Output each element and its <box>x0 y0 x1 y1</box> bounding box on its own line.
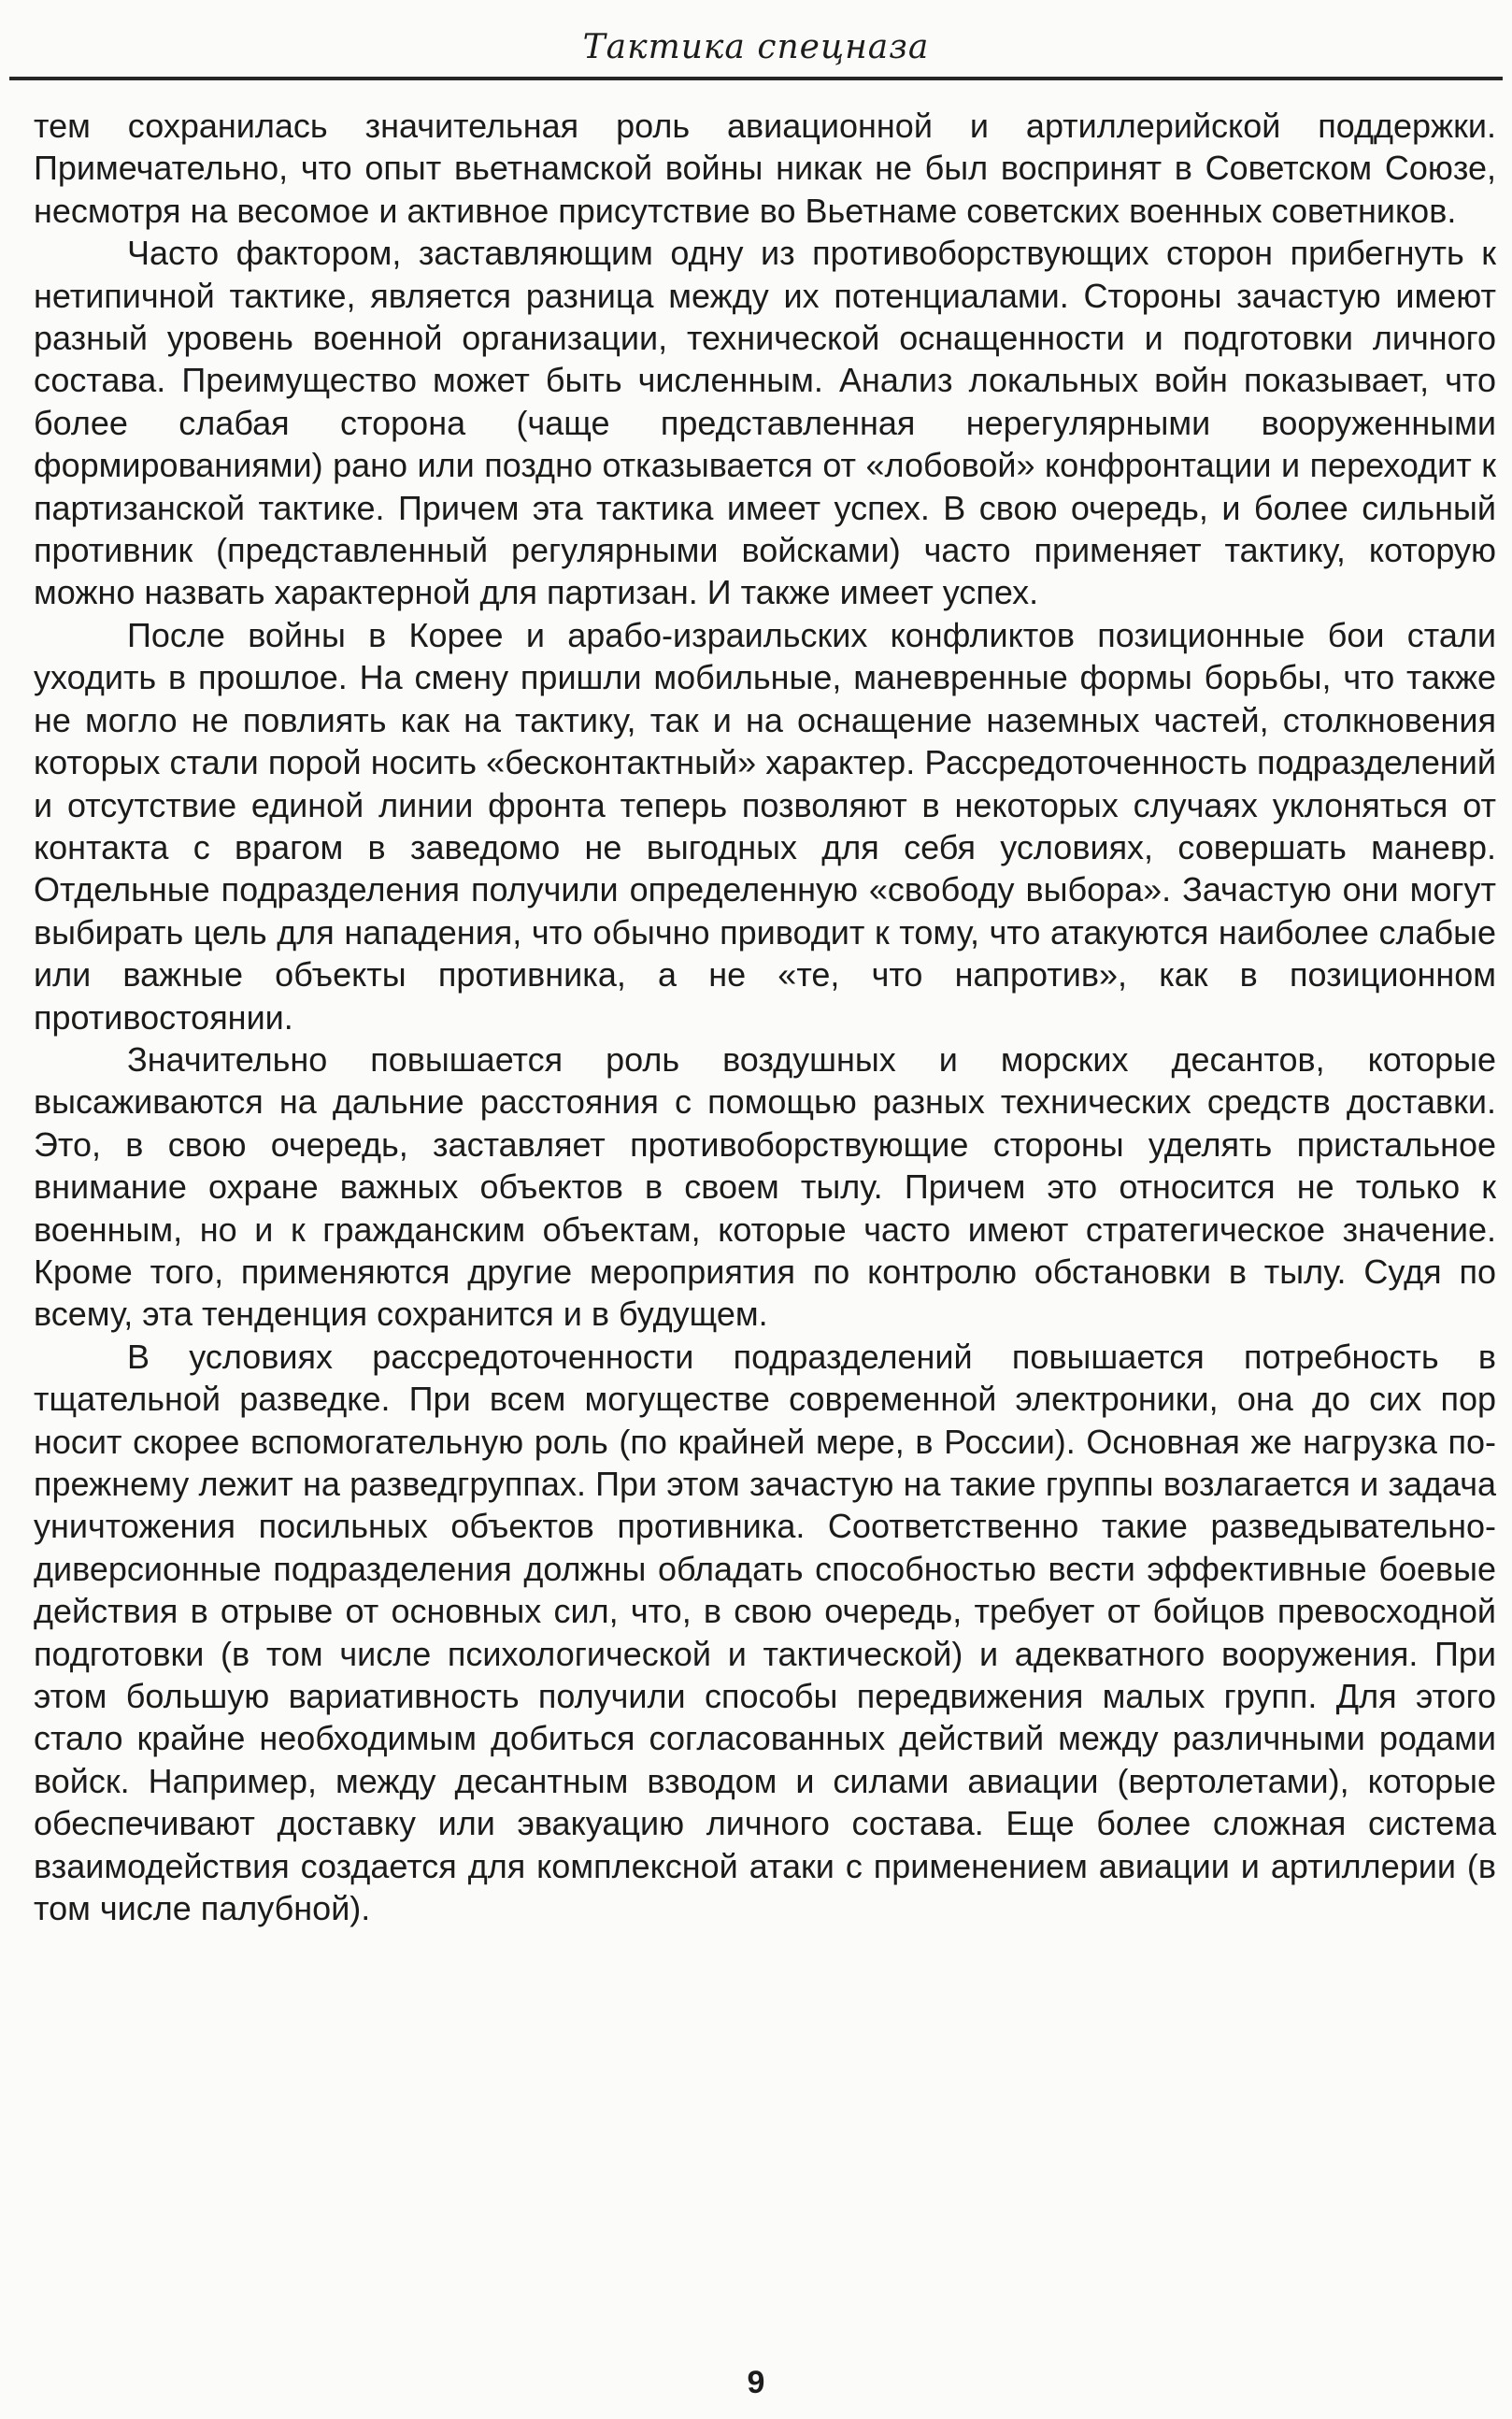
body-text <box>34 105 1496 1929</box>
header-divider <box>9 77 1503 80</box>
paragraph-airborne-landings: Значительно повышается роль воздушных и морских десантов, которые высаживаются на дальние расстояния с помощью разных технических средств доставки. Это, в свою очередь, заставляет противоборствующие стороны уделять пристальное внимание охране важных объектов в своем тылу. Причем это относится не только к военным, но и к гражданским объектам, которые часто имеют стратегическое значение. Кроме того, применяются другие мероприятия по контролю обстановки в тылу. Судя по всему, эта тенденция сохранится и в будущем. <box>34 1039 1496 1334</box>
paragraph-potential-difference: Часто фактором, заставляющим одну из противоборствующих сторон прибегнуть к нетипичной тактике, является разница между их потенциалами. Стороны зачастую имеют разный уровень военной организации, технической оснащенности и подготовки личного состава. Преимущество может быть численным. Анализ локальных войн показывает, что более слабая сторона (чаще представленная нерегулярными вооруженными формированиями) рано или поздно отказывается от «лобовой» конфронтации и переходит к партизанской тактике. Причем эта тактика имеет успех. В свою очередь, и более сильный противник (представленный регулярными войсками) часто применяет тактику, которую можно назвать характерной для партизан. И также имеет успех. <box>34 234 1496 612</box>
paragraph-continuation: тем сохранилась значительная роль авиационной и артиллерийской поддержки. Примечательно, что опыт вьетнамской войны никак не был воспринят в Советском Союзе, несмотря на весомое и активное присутствие во Вьетнаме советских военных советников. <box>34 107 1496 230</box>
running-head-title: Тактика спецназа <box>582 28 930 66</box>
paragraph-mobile-warfare: После войны в Корее и арабо-израильских конфликтов позиционные бои стали уходить в прошлое. На смену пришли мобильные, маневренные формы борьбы, что также не могло не повлиять как на тактику, так и на оснащение наземных частей, столкновения которых стали порой носить «бесконтактный» характер. Рассредоточенность подразделений и отсутствие единой линии фронта теперь позволяют в некоторых случаях уклоняться от контакта с врагом в заведомо не выгодных для себя условиях, совершать маневр. Отдельные подразделения получили определенную «свободу выбора». Зачастую они могут выбирать цель для нападения, что обычно приводит к тому, что атакуются наиболее слабые или важные объекты противника, а не «те, что напротив», как в позиционном противостоянии. <box>34 615 1496 1037</box>
paragraph-reconnaissance: В условиях рассредоточенности подразделений повышается потребность в тщательной разведке. При всем могуществе современной электроники, она до сих пор носит скорее вспомогательную роль (по крайней мере, в России). Основная же нагрузка по-прежнему лежит на разведгруппах. При этом зачастую на такие группы возлагается и задача уничтожения посильных объектов противника. Соответственно такие разведывательно-диверсионные подразделения должны обладать способностью вести эффективные боевые действия в отрыве от основных сил, что, в свою очередь, требует от бойцов превосходной подготовки (в том числе психологической и тактической) и адекватного вооружения. При этом большую вариативность получили способы передвижения малых групп. Для этого стало крайне необходимым добиться согласованных действий между различными родами войск. Например, между десантным взводом и силами авиации (вертолетами), которые обеспечивают доставку или эвакуацию личного состава. Еще более сложная система взаимодействия создается для комплексной атаки с применением авиации и артиллерии (в том числе палубной). <box>34 1337 1496 1928</box>
page-number: 9 <box>747 2365 765 2400</box>
